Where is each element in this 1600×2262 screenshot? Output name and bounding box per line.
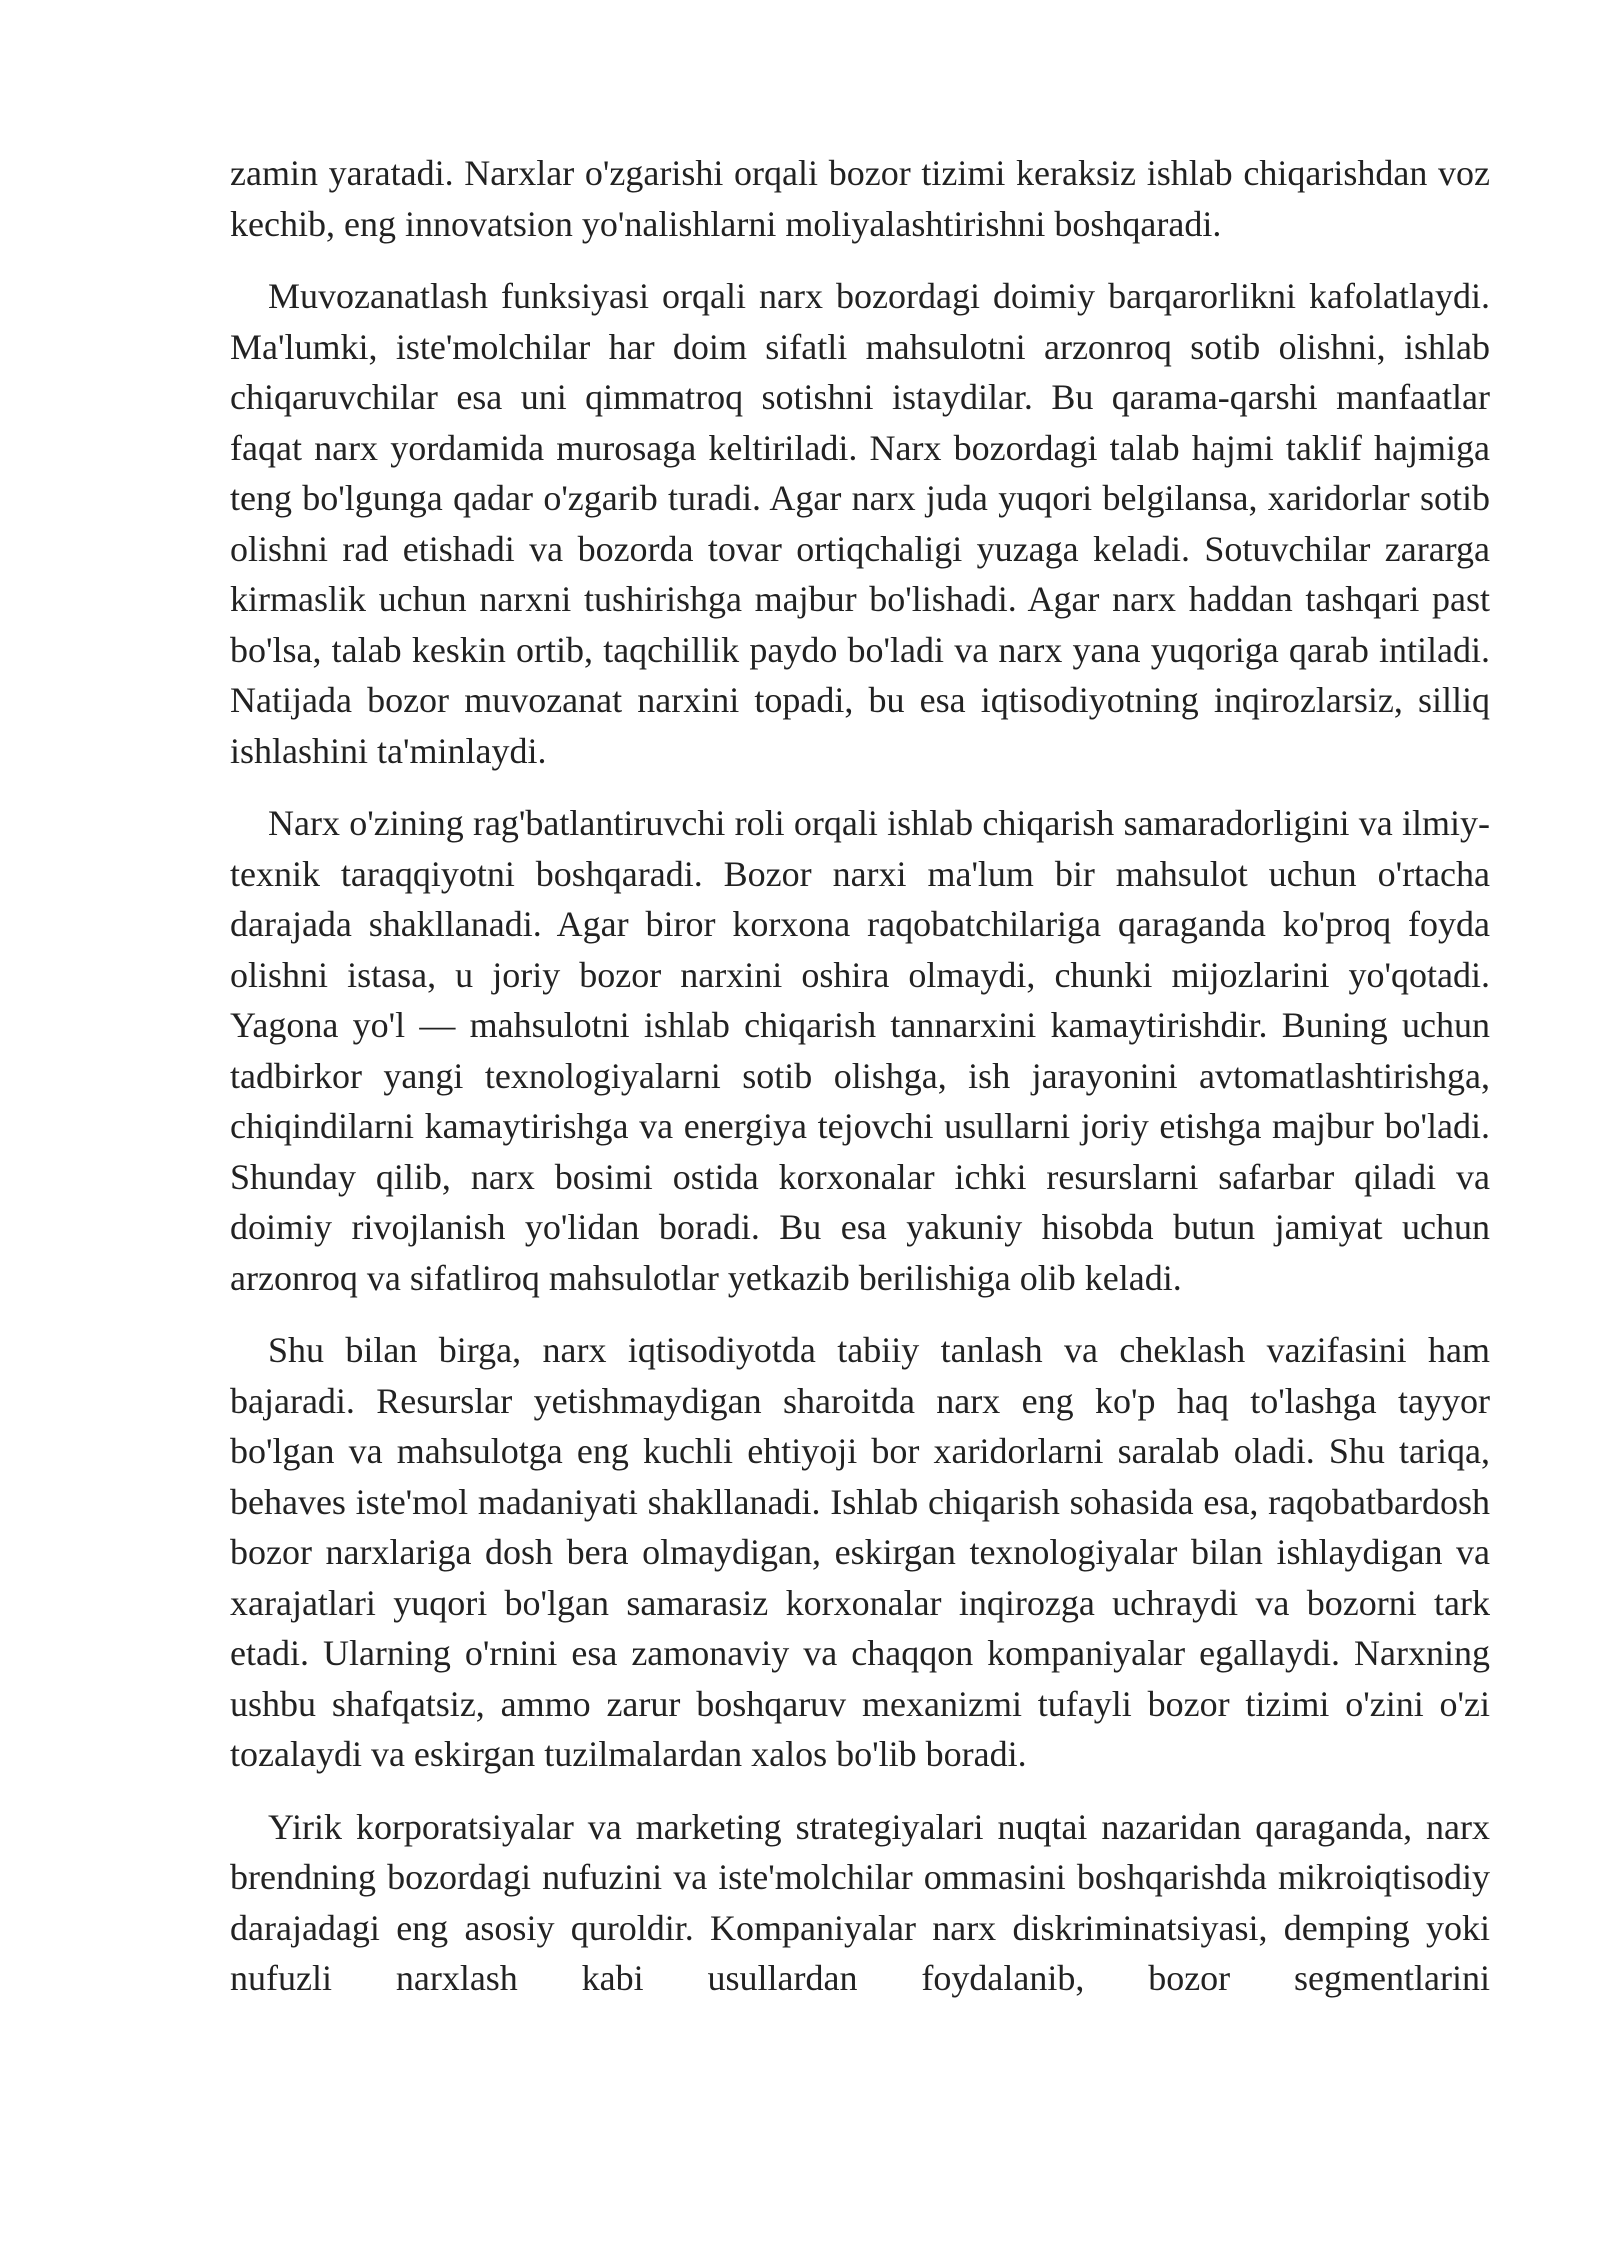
paragraph-3: Narx o'zining rag'batlantiruvchi roli orqali ishlab chiqarish samaradorligini va ilmiy-texnik taraqqiyotni boshqaradi. Bozor narxi ma'lum bir mahsulot uchun o'rtacha darajada shakllanadi. Agar biror korxona raqobatchilariga qaraganda ko'proq foyda olishni istasa, u joriy bozor narxini oshira olmaydi, chunki mijozlarini yo'qotadi. Yagona yo'l — mahsulotni ishlab chiqarish tannarxini kamaytirishdir. Buning uchun tadbirkor yangi texnologiyalarni sotib olishga, ish jarayonini avtomatlashtirishga, chiqindilarni kamaytirishga va energiya tejovchi usullarni joriy etishga majbur bo'ladi. Shunday qilib, narx bosimi ostida korxonalar ichki resurslarni safarbar qiladi va doimiy rivojlanish yo'lidan boradi. Bu esa yakuniy hisobda butun jamiyat uchun arzonroq va sifatliroq mahsulotlar yetkazib berilishiga olib keladi. bbox=[230, 803, 1490, 1298]
paragraph-4: Shu bilan birga, narx iqtisodiyotda tabiiy tanlash va cheklash vazifasini ham bajaradi. Resurslar yetishmaydigan sharoitda narx eng ko'p haq to'lashga tayyor bo'lgan va mahsulotga eng kuchli ehtiyoji bor xaridorlarni saralab oladi. Shu tariqa, behaves iste'mol madaniyati shakllanadi. Ishlab chiqarish sohasida esa, raqobatbardosh bozor narxlariga dosh bera olmaydigan, eskirgan texnologiyalar bilan ishlaydigan va xarajatlari yuqori bo'lgan samarasiz korxonalar inqirozga uchraydi va bozorni tark etadi. Ularning o'rnini esa zamonaviy va chaqqon kompaniyalar egallaydi. Narxning ushbu shafqatsiz, ammo zarur boshqaruv mexanizmi tufayli bozor tizimi o'zini o'zi tozalaydi va eskirgan tuzilmalardan xalos bo'lib boradi. bbox=[230, 1330, 1490, 1774]
document-page bbox=[230, 148, 1490, 2026]
paragraph-1: zamin yaratadi. Narxlar o'zgarishi orqali bozor tizimi keraksiz ishlab chiqarishdan voz kechib, eng innovatsion yo'nalishlarni moliyalashtirishni boshqaradi. bbox=[230, 153, 1490, 244]
paragraph-2: Muvozanatlash funksiyasi orqali narx bozordagi doimiy barqarorlikni kafolatlaydi. Ma'lumki, iste'molchilar har doim sifatli mahsulotni arzonroq sotib olishni, ishlab chiqaruvchilar esa uni qimmatroq sotishni istaydilar. Bu qarama-qarshi manfaatlar faqat narx yordamida murosaga keltiriladi. Narx bozordagi talab hajmi taklif hajmiga teng bo'lgunga qadar o'zgarib turadi. Agar narx juda yuqori belgilansa, xaridorlar sotib olishni rad etishadi va bozorda tovar ortiqchaligi yuzaga keladi. Sotuvchilar zararga kirmaslik uchun narxni tushirishga majbur bo'lishadi. Agar narx haddan tashqari past bo'lsa, talab keskin ortib, taqchillik paydo bo'ladi va narx yana yuqoriga qarab intiladi. Natijada bozor muvozanat narxini topadi, bu esa iqtisodiyotning inqirozlarsiz, silliq ishlashini ta'minlaydi. bbox=[230, 276, 1490, 771]
paragraph-5: Yirik korporatsiyalar va marketing strategiyalari nuqtai nazaridan qaraganda, narx brendning bozordagi nufuzini va iste'molchilar ommasini boshqarishda mikroiqtisodiy darajadagi eng asosiy quroldir. Kompaniyalar narx diskriminatsiyasi, demping yoki nufuzli narxlash kabi usullardan foydalanib, bozor segmentlarini bbox=[230, 1806, 1490, 1998]
